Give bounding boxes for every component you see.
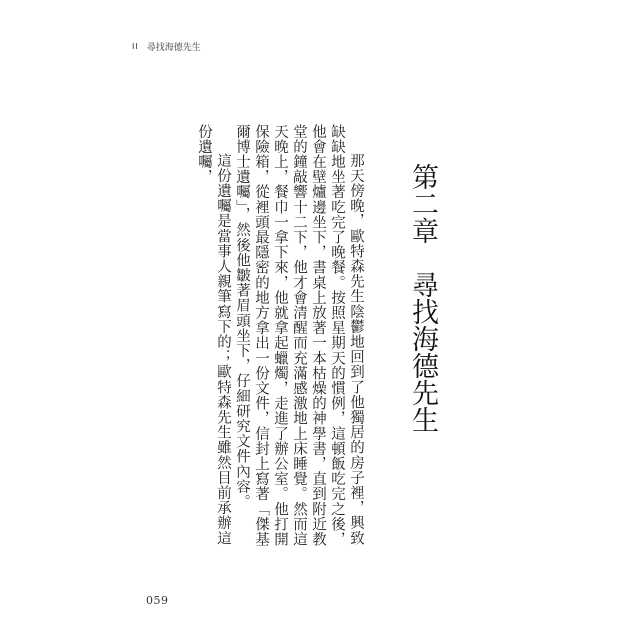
chapter-title: 第二章 尋找海德先生 (407, 163, 438, 433)
page-number: 059 (146, 594, 169, 607)
body-text (175, 124, 365, 554)
running-head (132, 40, 201, 53)
paragraph-1: 那天傍晚，歐特森先生陰鬱地回到了他獨居的房子裡，興致缺缺地坐著吃完了晚餐。按照星期天的慣例，這頓飯吃完之後，他會在壁爐邊坐下，書桌上放著一本枯燥的神學書，直到附近教堂的鐘敲響十二下，他才會清醒而充滿感激地上床睡覺。然而這天晚上，餐巾一拿下來，他就拿起蠟燭，走進了辦公室。他打開保險箱，從裡頭最隱密的地方拿出一份文件，信封上寫著「傑基爾博士遺囑」，然後他皺著眉頭坐下，仔細研究文件內容。 (234, 124, 364, 547)
running-head-title: 尋找海德先生 (146, 43, 201, 53)
chapter-number-mark: II (132, 42, 139, 51)
paragraph-2: 這份遺囑是當事人親筆寫下的；歐特森先生雖然目前承辦這份遺囑， (196, 124, 231, 546)
